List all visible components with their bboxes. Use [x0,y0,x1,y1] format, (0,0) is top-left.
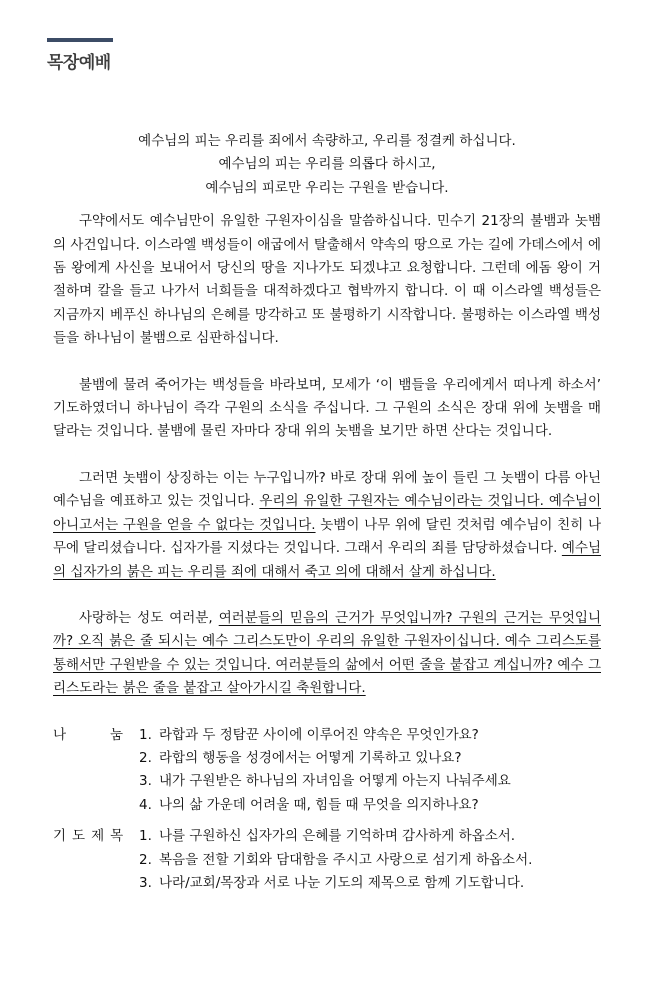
sharing-item: 1. 라합과 두 정탐꾼 사이에 이루어진 약속은 무엇인가요? [139,726,479,743]
paragraph-4 [53,607,601,701]
paragraph-1: 구약에서도 예수님만이 유일한 구원자이심을 말씀하십니다. 민수기 21장의 불뱀과 놋뱀의 사건입니다. 이스라엘 백성들이 애굽에서 탈출해서 약속의 땅으로 가는 길에 가데스에서 에돔 왕에게 사신을 보내어서 당신의 땅을 지나가도 되겠냐고 요청합니다. 그런데 에돔 왕이 거절하며 칼을 들고 나가서 너희들을 대적하겠다고 협박까지 합니다. 이 때 이스라엘 백성들은 지금까지 베푸신 하나님의 은혜를 망각하고 또 불평하기 시작합니다. 불평하는 이스라엘 백성들을 하나님이 불뱀으로 심판하십니다. [53,213,601,347]
paragraph-3-underlined: 우리의 유일한 구원자는 예수님이라는 것입니다. 예수님이 아니고서는 구원을 얻을 수 없다는 것입니다. [53,493,601,533]
intro-line: 예수님의 피는 우리를 죄에서 속량하고, 우리를 정결케 하십니다. [138,133,516,149]
sermon-content [53,130,601,895]
paragraph-4-text: 사랑하는 성도 여러분, [79,609,219,626]
paragraph-4-underlined: 여러분들의 믿음의 근거가 무엇입니까? 구원의 근거는 무엇입니까? 오직 붉은 줄 되시는 예수 그리스도만이 우리의 유일한 구원자이십니다. 예수 그리스도를 통해서만 구원받을 수 있는 것입니다. 여러분들의 삶에서 어떤 줄을 붙잡고 계십니까? 예수 그리스도라는 붉은 줄을 붙잡고 살아가시길 축원합니다. [53,609,601,697]
sharing-item: 3. 내가 구원받은 하나님의 자녀임을 어떻게 아는지 나눠주세요 [139,773,511,790]
prayer-label: 기도제목 [53,828,130,845]
prayer-item: 1. 나를 구원하신 십자가의 은혜를 기억하며 감사하게 하옵소서. [139,828,516,845]
sharing-list [139,724,601,818]
prayer-item: 3. 나라/교회/목장과 서로 나눈 기도의 제목으로 함께 기도합니다. [139,874,525,891]
intro-line: 예수님의 피는 우리를 의롭다 하시고, [218,156,436,173]
intro-block [53,130,601,200]
paragraph-3-text: 그러면 놋뱀이 상징하는 이는 누구입니까? 바로 장대 위에 높이 들린 그 놋뱀이 다름 아닌 예수님을 예표하고 있는 것입니다. [53,469,601,510]
sharing-item: 2. 라합의 행동을 성경에서는 어떻게 기록하고 있나요? [139,749,462,766]
paragraph-3-text: 놋뱀이 나무 위에 달린 것처럼 예수님이 친히 나무에 달리셨습니다. 십자가를 지셨다는 것입니다. 그래서 우리의 죄를 담당하셨습니다. [53,516,601,557]
sharing-section [53,724,601,818]
sharing-label: 나 눔 [53,726,123,743]
paragraph-3-underlined: 예수님의 십자가의 붉은 피는 우리를 죄에 대해서 죽고 의에 대해서 살게 하십니다. [53,540,601,580]
prayer-item: 2. 복음을 전할 기회와 담대함을 주시고 사랑으로 섬기게 하옵소서. [139,851,533,868]
paragraph-3 [53,467,601,584]
prayer-section [53,825,601,895]
header-accent-bar [47,38,113,42]
sharing-item: 4. 나의 삶 가운데 어려울 때, 힘들 때 무엇을 의지하나요? [139,796,479,813]
prayer-list [139,825,601,895]
page-title: 목장예배 [47,53,111,73]
intro-line: 예수님의 피로만 우리는 구원을 받습니다. [205,179,449,196]
paragraph-2: 불뱀에 물려 죽어가는 백성들을 바라보며, 모세가 ‘이 뱀들을 우리에게서 떠나게 하소서’ 기도하였더니 하나님이 즉각 구원의 소식을 주십니다. 그 구원의 소식은 장대 위에 놋뱀을 매달라는 것입니다. 불뱀에 물린 자마다 장대 위의 놋뱀을 보기만 하면 산다는 것입니다. [53,376,601,440]
